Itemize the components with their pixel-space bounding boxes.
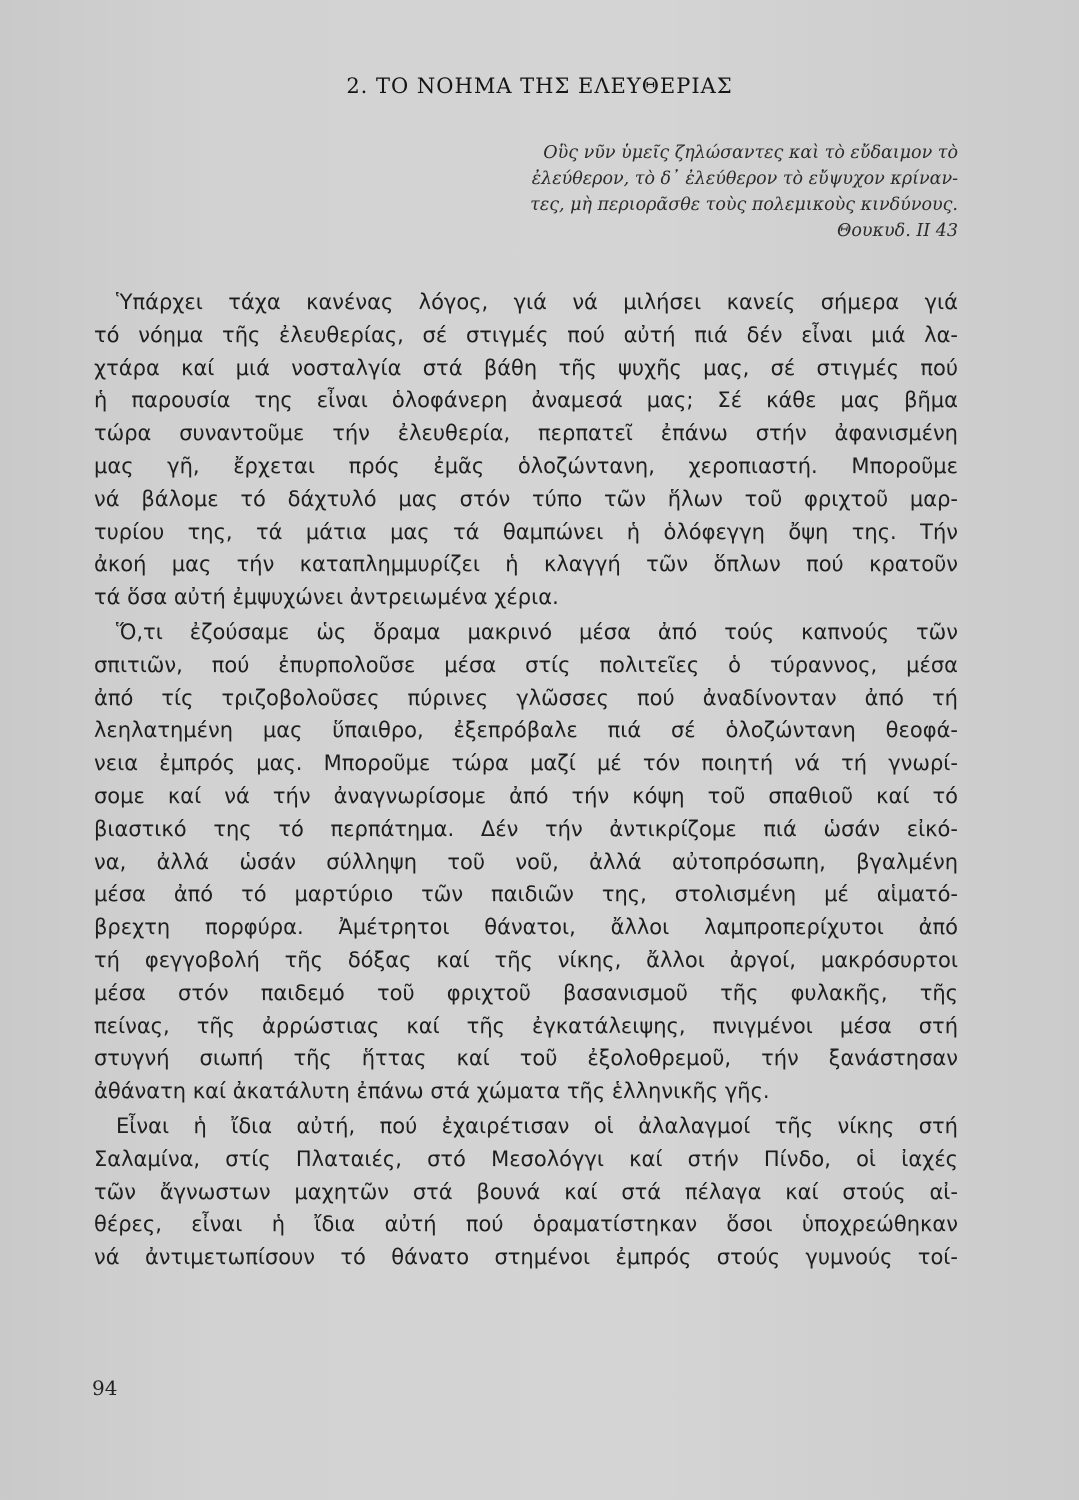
page-number: 94: [92, 1376, 118, 1400]
text-line: στυγνή σιωπή τῆς ἥττας καί τοῦ ἐξολοθρεμοῦ, τήν ξανάστησαν: [94, 1046, 958, 1071]
text-line: Εἶναι ἡ ἴδια αὐτή, πού ἐχαιρέτισαν οἱ ἀλαλαγμοί τῆς νίκης στή: [116, 1113, 958, 1138]
text-line: τώρα συναντοῦμε τήν ἐλευθερία, περπατεῖ ἐπάνω στήν ἀφανισμένη: [94, 421, 958, 446]
text-line: τυρίου της, τά μάτια μας τά θαμπώνει ἡ ὁλόφεγγη ὄψη της. Τήν: [94, 519, 958, 544]
text-line: σομε καί νά τήν ἀναγνωρίσομε ἀπό τήν κόψη τοῦ σπαθιοῦ καί τό: [94, 783, 958, 808]
epigraph-line: Οὓς νῦν ὑμεῖς ζηλώσαντες καὶ τὸ εὔδαιμον τὸ: [543, 143, 958, 163]
text-line: μέσα ἀπό τό μαρτύριο τῶν παιδιῶν της, στολισμένη μέ αἱματό-: [94, 882, 958, 907]
text-line: λεηλατημένη μας ὕπαιθρο, ἐξεπρόβαλε πιά σέ ὁλοζώντανη θεοφά-: [94, 718, 958, 743]
text-line: νά βάλομε τό δάχτυλό μας στόν τύπο τῶν ἥλων τοῦ φριχτοῦ μαρ-: [94, 486, 958, 511]
chapter-title: 2. ΤΟ ΝΟΗΜΑ ΤΗΣ ΕΛΕΥΘΕΡΙΑΣ: [346, 74, 733, 98]
text-line: ἀκοή μας τήν καταπλημμυρίζει ἡ κλαγγή τῶν ὅπλων πού κρατοῦν: [94, 552, 958, 577]
text-line: Ὅ,τι ἐζούσαμε ὡς ὅραμα μακρινό μέσα ἀπό τούς καπνούς τῶν: [116, 619, 958, 644]
epigraph-line: τες, μὴ περιορᾶσθε τοὺς πολεμικοὺς κινδύνους.: [530, 195, 958, 215]
text-line: Ὑπάρχει τάχα κανένας λόγος, γιά νά μιλήσει κανείς σήμερα γιά: [116, 290, 958, 314]
text-line: μας γῆ, ἔρχεται πρός ἐμᾶς ὁλοζώντανη, χεροπιαστή. Μποροῦμε: [94, 453, 958, 478]
text-line: να, ἀλλά ὡσάν σύλληψη τοῦ νοῦ, ἀλλά αὐτοπρόσωπη, βγαλμένη: [94, 849, 958, 874]
text-line: τή φεγγοβολή τῆς δόξας καί τῆς νίκης, ἄλλοι ἀργοί, μακρόσυρτοι: [94, 947, 958, 972]
text-line: Σαλαμίνα, στίς Πλαταιές, στό Μεσολόγγι καί στήν Πίνδο, οἱ ἰαχές: [94, 1146, 958, 1171]
text-line: θέρες, εἶναι ἡ ἴδια αὐτή πού ὁραματίστηκαν ὅσοι ὑποχρεώθηκαν: [94, 1212, 958, 1237]
epigraph: [440, 140, 958, 244]
paragraph-2: [94, 616, 958, 1108]
text-line: νά ἀντιμετωπίσουν τό θάνατο στημένοι ἐμπρός στούς γυμνούς τοί-: [94, 1245, 958, 1270]
text-line: μέσα στόν παιδεμό τοῦ φριχτοῦ βασανισμοῦ τῆς φυλακῆς, τῆς: [94, 980, 958, 1005]
text-line: τά ὅσα αὐτή ἐμψυχώνει ἀντρειωμένα χέρια.: [94, 585, 559, 610]
body-text: [94, 286, 958, 1276]
text-line: τό νόημα τῆς ἐλευθερίας, σέ στιγμές πού αὐτή πιά δέν εἶναι μιά λα-: [94, 322, 958, 347]
text-line: ἀπό τίς τριζοβολοῦσες πύρινες γλῶσσες πού ἀναδίνονταν ἀπό τή: [94, 685, 958, 710]
text-line: βρεχτη πορφύρα. Ἀμέτρητοι θάνατοι, ἄλλοι λαμπροπερίχυτοι ἀπό: [94, 915, 958, 940]
text-line: τῶν ἄγνωστων μαχητῶν στά βουνά καί στά πέλαγα καί στούς αἰ-: [94, 1179, 958, 1204]
paragraph-1: [94, 286, 958, 614]
text-line: ἡ παρουσία της εἶναι ὁλοφάνερη ἀναμεσά μας; Σέ κάθε μας βῆμα: [94, 388, 958, 413]
text-line: χτάρα καί μιά νοσταλγία στά βάθη τῆς ψυχῆς μας, σέ στιγμές πού: [94, 355, 958, 380]
paragraph-3: [94, 1110, 958, 1274]
text-line: ἀθάνατη καί ἀκατάλυτη ἐπάνω στά χώματα τῆς ἑλληνικῆς γῆς.: [94, 1079, 770, 1104]
text-line: νεια ἐμπρός μας. Μποροῦμε τώρα μαζί μέ τόν ποιητή νά τή γνωρί-: [94, 751, 958, 776]
epigraph-source: Θουκυδ. ΙΙ 43: [837, 221, 958, 241]
text-line: βιαστικό της τό περπάτημα. Δέν τήν ἀντικρίζομε πιά ὡσάν εἰκό-: [94, 816, 958, 841]
text-line: πείνας, τῆς ἀρρώστιας καί τῆς ἐγκατάλειψης, πνιγμένοι μέσα στή: [94, 1013, 958, 1038]
text-line: σπιτιῶν, πού ἐπυρπολοῦσε μέσα στίς πολιτεῖες ὁ τύραννος, μέσα: [94, 652, 958, 677]
epigraph-line: ἐλεύθερον, τὸ δ᾽ ἐλεύθερον τὸ εὔψυχον κρίναν-: [531, 169, 958, 189]
